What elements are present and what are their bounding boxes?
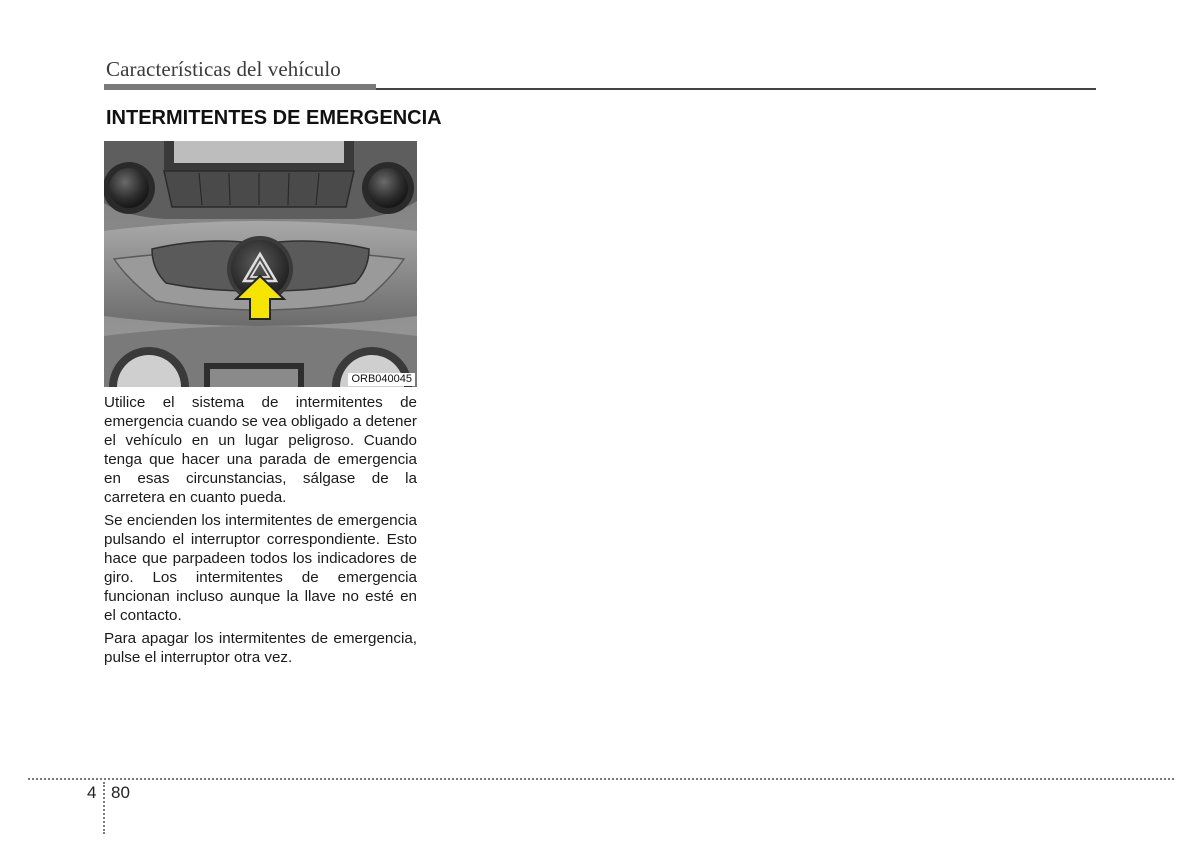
section-title: INTERMITENTES DE EMERGENCIA <box>106 107 442 129</box>
paragraph: Para apagar los intermitentes de emergencia, pulse el interruptor otra vez. <box>104 630 417 666</box>
footer-divider <box>28 778 1174 780</box>
chapter-number: 4 <box>87 783 97 802</box>
header-rule <box>376 88 1096 90</box>
figure-code: ORB040045 <box>348 373 415 386</box>
dashboard-illustration <box>104 141 417 387</box>
header-rule-accent <box>104 84 376 90</box>
paragraph: Se encienden los intermitentes de emergencia pulsando el interruptor correspondiente. Esto hace que parpadeen todos los indicadores de giro. Los intermitentes de emergencia funcionan incluso aunque la llave no esté en el contacto. <box>104 512 417 624</box>
hazard-switch-illustration <box>104 141 417 387</box>
chapter-header-title: Características del vehículo <box>106 57 341 81</box>
footer-separator <box>103 782 105 834</box>
body-text <box>104 393 417 671</box>
paragraph: Utilice el sistema de intermitentes de emergencia cuando se vea obligado a detener el vehículo en un lugar peligroso. Cuando tenga que hacer una parada de emergencia en esas circunstancias, sálgase de la carretera en cuanto pueda. <box>104 394 417 506</box>
page-number: 80 <box>111 783 130 802</box>
